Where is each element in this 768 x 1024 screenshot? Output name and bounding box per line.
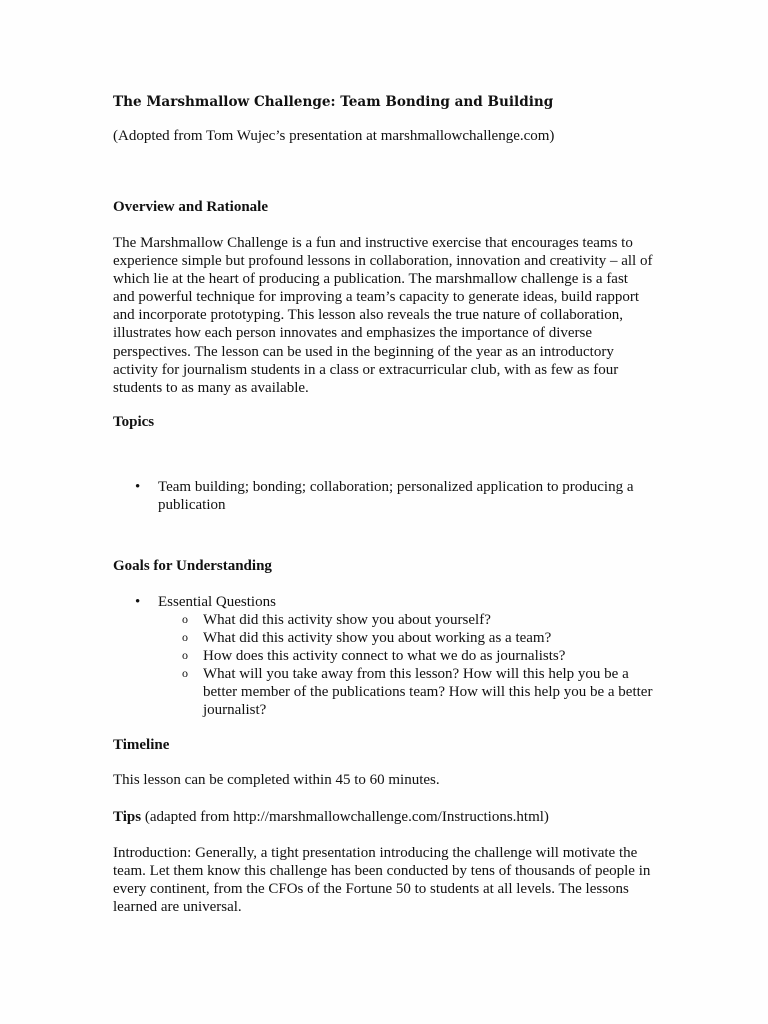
topics-heading: Topics: [113, 414, 155, 430]
circle-bullet-icon: o: [182, 630, 188, 644]
question-line: better member of the publications team? How will this help you be a better: [203, 684, 653, 701]
topics-item-line: publication: [158, 497, 226, 514]
goals-heading: Goals for Understanding: [113, 558, 272, 574]
topics-item-line: Team building; bonding; collaboration; personalized application to producing a: [158, 479, 634, 495]
circle-bullet-icon: o: [182, 612, 188, 626]
bullet-icon: •: [135, 594, 141, 610]
overview-line: activity for journalism students in a class or extracurricular club, with as few as four: [113, 361, 619, 378]
tips-line: Introduction: Generally, a tight presentation introducing the challenge will motivate the: [113, 845, 638, 861]
overview-paragraph: [113, 234, 673, 397]
document-title: The Marshmallow Challenge: Team Bonding and Building: [113, 94, 554, 110]
overview-line: students to as many as available.: [113, 379, 309, 396]
question-line: journalist?: [203, 702, 267, 719]
overview-line: illustrates how each person innovates and emphasizes the importance of diverse: [113, 325, 593, 342]
tips-source: (adapted from http://marshmallowchallenge.com/Instructions.html): [141, 809, 549, 825]
essential-questions-label: Essential Questions: [158, 594, 276, 610]
tips-line: team. Let them know this challenge has been conducted by tens of thousands of people in: [113, 863, 651, 880]
tips-line: every continent, from the CFOs of the Fortune 50 to students at all levels. The lessons: [113, 881, 629, 898]
question-line: What will you take away from this lesson? How will this help you be a: [203, 666, 629, 682]
question-line: How does this activity connect to what we do as journalists?: [203, 648, 566, 664]
overview-line: experience simple but profound lessons in collaboration, innovation and creativity – all of: [113, 253, 653, 270]
tips-paragraph: [113, 844, 673, 916]
overview-line: and incorporate prototyping. This lesson also reveals the true nature of collaboration,: [113, 307, 623, 324]
timeline-paragraph: [113, 771, 673, 789]
circle-bullet-icon: o: [182, 666, 188, 680]
overview-line: The Marshmallow Challenge is a fun and instructive exercise that encourages teams to: [113, 235, 633, 251]
overview-line: which lie at the heart of producing a publication. The marshmallow challenge is a fast: [113, 271, 628, 288]
tips-heading-row: [113, 808, 673, 826]
question-line: What did this activity show you about yourself?: [203, 612, 491, 628]
timeline-text: This lesson can be completed within 45 to 60 minutes.: [113, 772, 440, 788]
bullet-icon: •: [135, 479, 141, 495]
overview-heading: Overview and Rationale: [113, 199, 268, 215]
document-subtitle: (Adopted from Tom Wujec’s presentation at marshmallowchallenge.com): [113, 128, 555, 144]
timeline-heading: Timeline: [113, 737, 170, 753]
tips-heading: Tips: [113, 809, 142, 825]
tips-line: learned are universal.: [113, 899, 242, 916]
question-line: What did this activity show you about working as a team?: [203, 630, 552, 646]
overview-line: perspectives. The lesson can be used in the beginning of the year as an introductory: [113, 343, 614, 360]
circle-bullet-icon: o: [182, 648, 188, 662]
overview-line: and powerful technique for improving a team’s capacity to generate ideas, build rapport: [113, 289, 640, 306]
